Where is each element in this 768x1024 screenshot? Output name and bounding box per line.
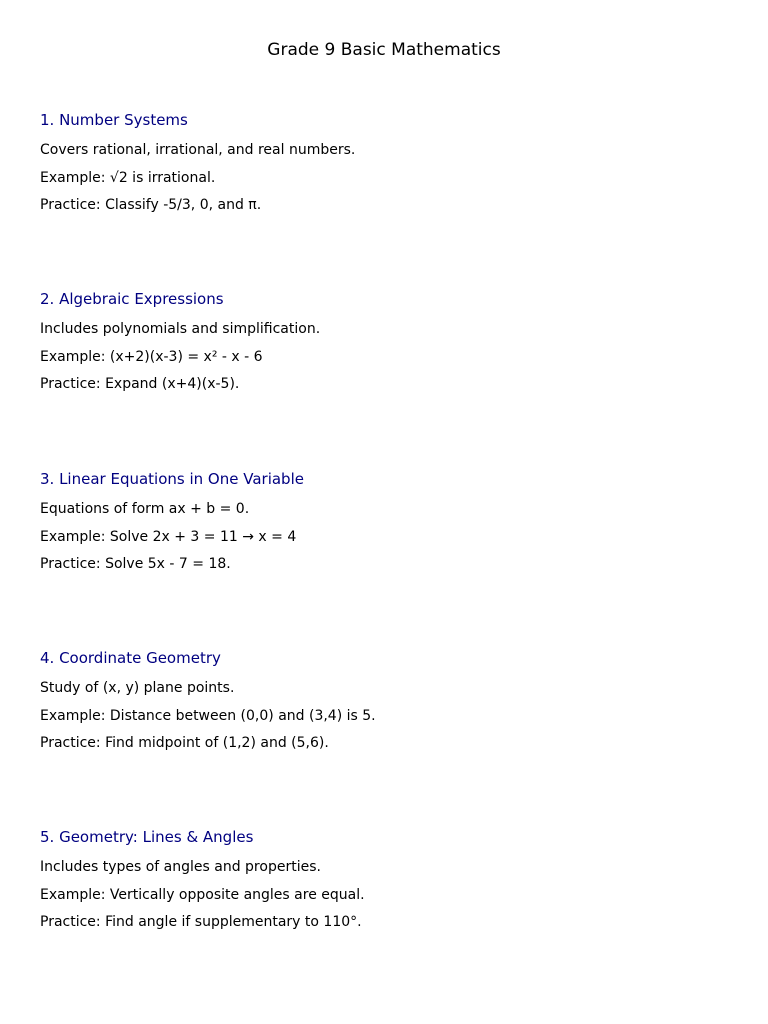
section-example: Example: (x+2)(x-3) = x² - x - 6 — [40, 348, 263, 365]
section-practice: Practice: Classify -5/3, 0, and π. — [40, 197, 262, 213]
section-coordinate-geometry — [40, 648, 740, 762]
section-linear-equations — [40, 469, 740, 583]
section-heading: 3. Linear Equations in One Variable — [40, 470, 304, 488]
section-heading: 5. Geometry: Lines & Angles — [40, 828, 254, 846]
section-description: Covers rational, irrational, and real numbers. — [40, 142, 356, 158]
section-practice: Practice: Find angle if supplementary to 110°. — [40, 914, 362, 930]
section-algebraic-expressions — [40, 289, 740, 403]
page-title: Grade 9 Basic Mathematics — [267, 40, 501, 60]
section-heading: 2. Algebraic Expressions — [40, 290, 224, 308]
section-description: Includes types of angles and properties. — [40, 859, 321, 875]
section-number-systems — [40, 110, 740, 224]
section-lines-angles — [40, 827, 740, 941]
section-description: Equations of form ax + b = 0. — [40, 501, 250, 517]
section-example: Example: √2 is irrational. — [40, 169, 216, 186]
section-practice: Practice: Expand (x+4)(x-5). — [40, 376, 240, 392]
section-practice: Practice: Solve 5x - 7 = 18. — [40, 556, 231, 572]
section-heading: 4. Coordinate Geometry — [40, 649, 221, 667]
section-practice: Practice: Find midpoint of (1,2) and (5,6). — [40, 735, 329, 751]
section-heading: 1. Number Systems — [40, 111, 188, 129]
section-description: Study of (x, y) plane points. — [40, 680, 235, 696]
section-description: Includes polynomials and simplification. — [40, 321, 321, 337]
section-example: Example: Solve 2x + 3 = 11 → x = 4 — [40, 528, 297, 545]
section-example: Example: Vertically opposite angles are equal. — [40, 886, 365, 903]
section-example: Example: Distance between (0,0) and (3,4) is 5. — [40, 707, 376, 724]
